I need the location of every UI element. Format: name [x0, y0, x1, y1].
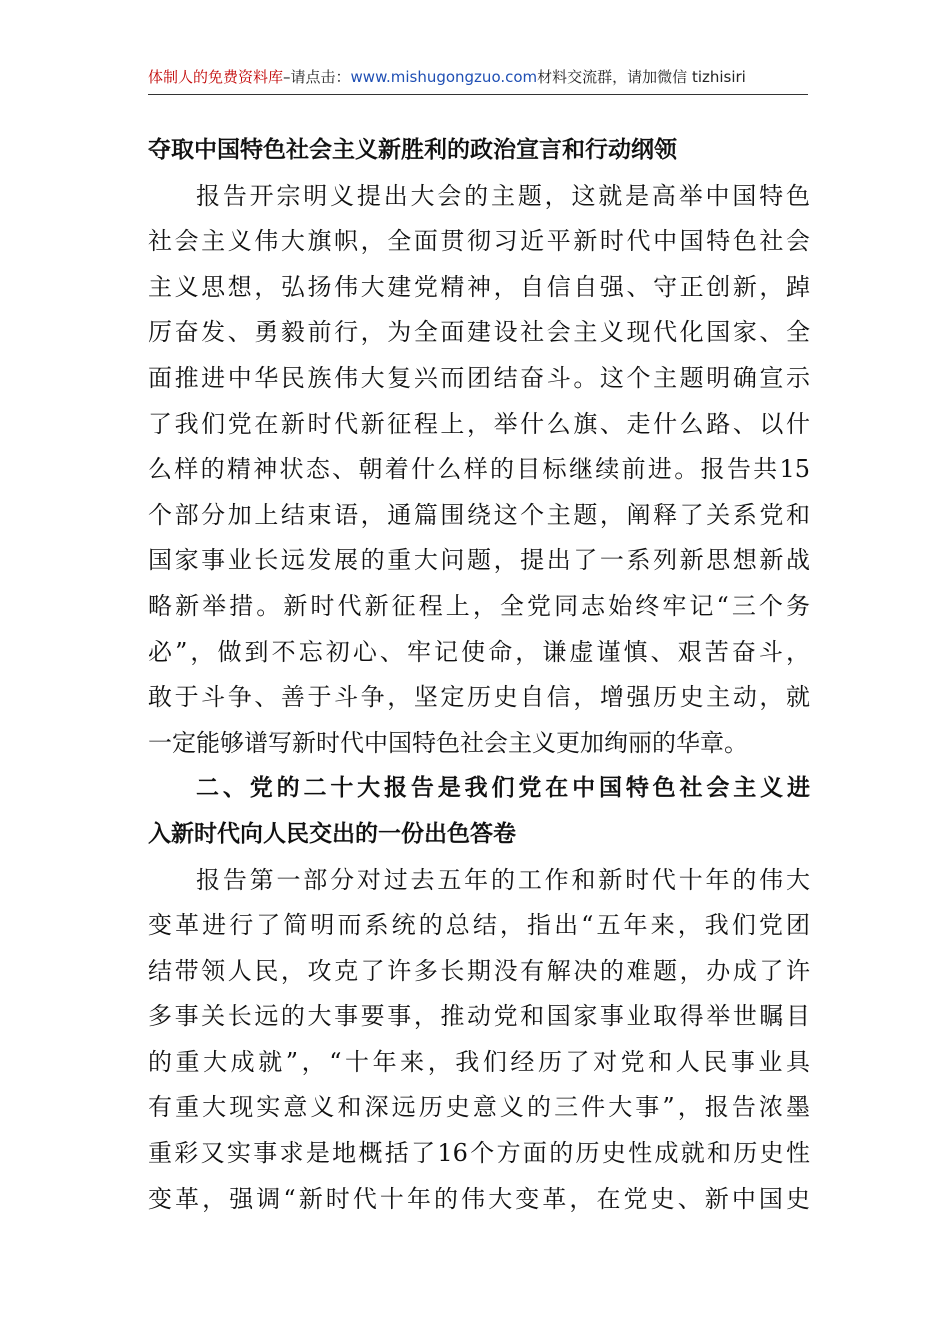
section-heading: 入新时代向人民交出的一份出色答卷 — [148, 820, 516, 847]
header-url-link[interactable]: www.mishugongzuo.com — [350, 68, 538, 86]
header-tail: 材料交流群，请加微信 tizhisiri — [537, 68, 746, 86]
header-brand: 体制人的免费资料库 — [148, 68, 284, 86]
paragraph-line: 多事关长远的大事要事，推动党和国家事业取得举世瞩目 — [148, 1002, 810, 1031]
paragraph-line: 必”，做到不忘初心、牢记使命，谦虚谨慎、艰苦奋斗， — [148, 637, 810, 666]
section-heading: 二、党的二十大报告是我们党在中国特色社会主义进 — [196, 775, 810, 802]
paragraph-line: 国家事业长远发展的重大问题，提出了一系列新思想新战 — [148, 546, 810, 575]
paragraph-line: 敢于斗争、善于斗争，坚定历史自信，增强历史主动，就 — [148, 683, 810, 712]
paragraph-line: 了我们党在新时代新征程上，举什么旗、走什么路、以什 — [148, 409, 810, 438]
paragraph-line: 的重大成就”，“十年来，我们经历了对党和人民事业具 — [148, 1047, 810, 1076]
paragraph-line: 变革，强调“新时代十年的伟大变革，在党史、新中国史 — [148, 1184, 810, 1213]
paragraph-line: 社会主义伟大旗帜，全面贯彻习近平新时代中国特色社会 — [148, 227, 810, 256]
paragraph-line: 个部分加上结束语，通篇围绕这个主题，阐释了关系党和 — [148, 500, 810, 529]
paragraph-line: 变革进行了简明而系统的总结，指出“五年来，我们党团 — [148, 911, 810, 940]
paragraph-line: 厉奋发、勇毅前行，为全面建设社会主义现代化国家、全 — [148, 318, 810, 347]
paragraph-line: 面推进中华民族伟大复兴而团结奋斗。这个主题明确宣示 — [148, 363, 810, 392]
paragraph-line: 重彩又实事求是地概括了16个方面的历史性成就和历史性 — [148, 1139, 810, 1168]
paragraph-line: 主义思想，弘扬伟大建党精神，自信自强、守正创新，踔 — [148, 272, 810, 301]
paragraph-line: 报告第一部分对过去五年的工作和新时代十年的伟大 — [196, 865, 810, 894]
header-prompt: –请点击： — [283, 68, 351, 86]
paragraph-line: 略新举措。新时代新征程上，全党同志始终牢记“三个务 — [148, 591, 810, 620]
paragraph-line: 报告开宗明义提出大会的主题，这就是高举中国特色 — [196, 181, 810, 210]
paragraph-line: 结带领人民，攻克了许多长期没有解决的难题，办成了许 — [148, 956, 810, 985]
paragraph-line: 么样的精神状态、朝着什么样的目标继续前进。报告共15 — [148, 455, 810, 484]
page-header — [148, 62, 808, 95]
paragraph-line: 一定能够谱写新时代中国特色社会主义更加绚丽的华章。 — [148, 728, 748, 757]
section-heading-continued: 夺取中国特色社会主义新胜利的政治宣言和行动纲领 — [148, 137, 677, 163]
paragraph-line: 有重大现实意义和深远历史意义的三件大事”，报告浓墨 — [148, 1093, 810, 1122]
document-body — [148, 128, 810, 1222]
